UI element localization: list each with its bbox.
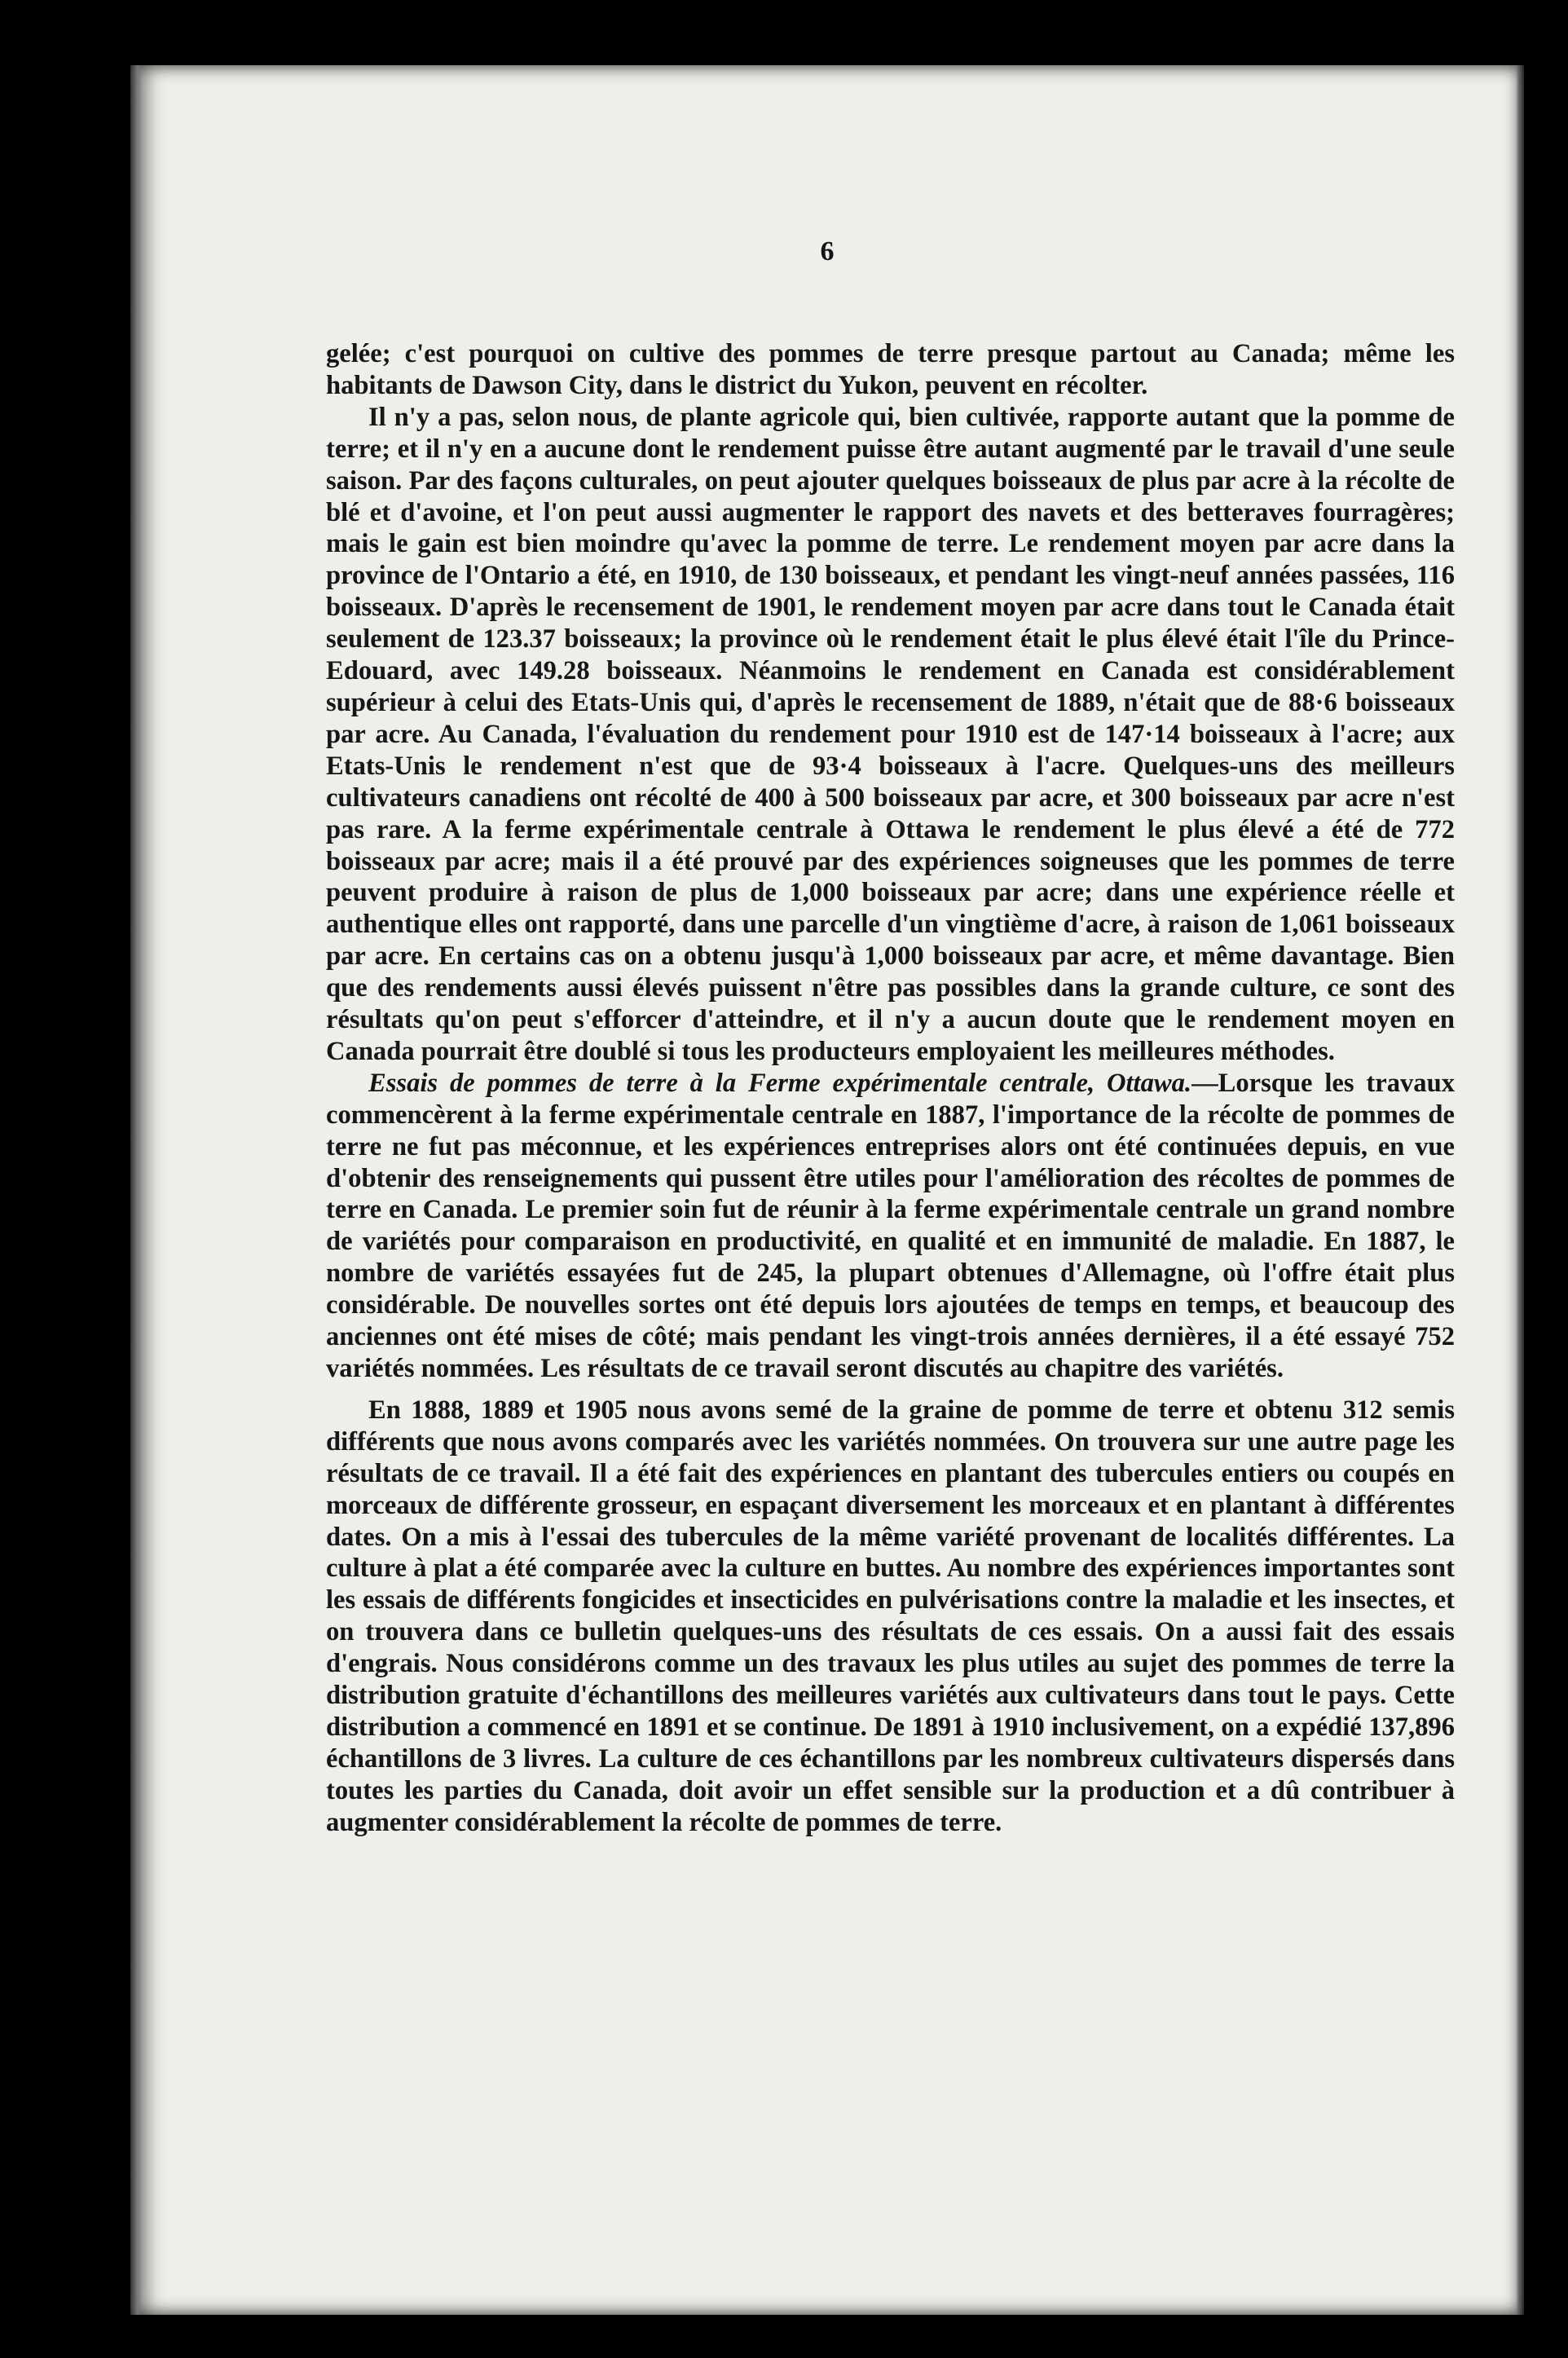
page-shadow-left [130,65,142,2315]
paragraph-seedlings: En 1888, 1889 et 1905 nous avons semé de la graine de pomme de terre et obtenu 312 semis différents que nous avons comparés avec les variétés nommées. On trouvera sur une autre page les résultats de ce travail. Il a été fait des expériences en plantant des tubercules entiers ou coupés en morceaux de différente grosseur, en espaçant diversement les morceaux et en plantant à différentes dates. On a mis à l'essai des tubercules de la même variété provenant de localités différentes. La culture à plat a été comparée avec la culture en buttes. Au nombre des expériences importantes sont les essais de différents fongicides et insecticides en pulvérisations contre la maladie et les insectes, et on trouvera dans ce bulletin quelques-uns des résultats de ces essais. On a aussi fait des essais d'engrais. Nous considérons comme un des travaux les plus utiles au sujet des pommes de terre la distribution gratuite d'échantillons des meilleures variétés aux cultivateurs dans tout le pays. Cette distribution a commencé en 1891 et se continue. De 1891 à 1910 inclusivement, on a expédié 137,896 échantillons de 3 livres. La culture de ces échantillons par les nombreux cultivateurs dispersés dans toutes les parties du Canada, doit avoir un effet sensible sur la production et a dû contribuer à augmenter considérablement la récolte de pommes de terre. [326,1395,1455,1837]
page-shadow-right [1516,65,1524,2315]
paragraph-trials-body: —Lorsque les travaux commencèrent à la ferme expérimentale centrale en 1887, l'importance de la récolte de pommes de terre ne fut pas méconnue, et les expériences entreprises alors ont été continuées depuis, en vue d'obtenir des renseignements qui pussent être utiles pour l'amélioration des récoltes de pommes de terre en Canada. Le premier soin fut de réunir à la ferme expérimentale centrale un grand nombre de variétés pour comparaison en productivité, en qualité et en immunité de maladie. En 1887, le nombre de variétés essayées fut de 245, la plupart obtenues d'Allemagne, où l'offre était plus considérable. De nouvelles sortes ont été depuis lors ajoutées de temps en temps, et beaucoup des anciennes ont été mises de côté; mais pendant les vingt-trois années dernières, il a été essayé 752 variétés nommées. Les résultats de ce travail seront discutés au chapitre des variétés. [326,1068,1455,1383]
paragraph-continued: gelée; c'est pourquoi on cultive des pommes de terre presque partout au Canada; même les habitants de Dawson City, dans le district du Yukon, peuvent en récolter. [326,339,1455,400]
body-text [326,338,1455,1839]
page-number: 6 [820,236,835,267]
paragraph-trials [326,1068,1455,1385]
paragraph-yield: Il n'y a pas, selon nous, de plante agricole qui, bien cultivée, rapporte autant que la pomme de terre; et il n'y en a aucune dont le rendement puisse être autant augmenté par le travail d'une seule saison. Par des façons culturales, on peut ajouter quelques boisseaux de plus par acre à la récolte de blé et d'avoine, et l'on peut aussi augmenter le rapport des navets et des betteraves fourragères; mais le gain est bien moindre qu'avec la pomme de terre. Le rendement moyen par acre dans la province de l'Ontario a été, en 1910, de 130 boisseaux, et pendant les vingt-neuf années passées, 116 boisseaux. D'après le recensement de 1901, le rendement moyen par acre dans tout le Canada était seulement de 123.37 boisseaux; la province où le rendement était le plus élevé était l'île du Prince-Edouard, avec 149.28 boisseaux. Néanmoins le rendement en Canada est considérablement supérieur à celui des Etats-Unis qui, d'après le recensement de 1889, n'était que de 88·6 boisseaux par acre. Au Canada, l'évaluation du rendement pour 1910 est de 147·14 boisseaux à l'acre; aux Etats-Unis le rendement n'est que de 93·4 boisseaux à l'acre. Quelques-uns des meilleurs cultivateurs canadiens ont récolté de 400 à 500 boisseaux par acre, et 300 boisseaux par acre n'est pas rare. A la ferme expérimentale centrale à Ottawa le rendement le plus élevé a été de 772 boisseaux par acre; mais il a été prouvé par des expériences soigneuses que les pommes de terre peuvent produire à raison de plus de 1,000 boisseaux par acre; dans une expérience réelle et authentique elles ont rapporté, dans une parcelle d'un vingtième d'acre, à raison de 1,061 boisseaux par acre. En certains cas on a obtenu jusqu'à 1,000 boisseaux par acre, et même davantage. Bien que des rendements aussi élevés puissent n'être pas possibles dans la grande culture, ce sont des résultats qu'on peut s'efforcer d'atteindre, et il n'y a aucun doute que le rendement moyen en Canada pourrait être doublé si tous les producteurs employaient les meilleures méthodes. [326,402,1455,1066]
document-page [130,65,1524,2315]
section-heading: Essais de pommes de terre à la Ferme expérimentale centrale, Ottawa. [368,1068,1192,1098]
